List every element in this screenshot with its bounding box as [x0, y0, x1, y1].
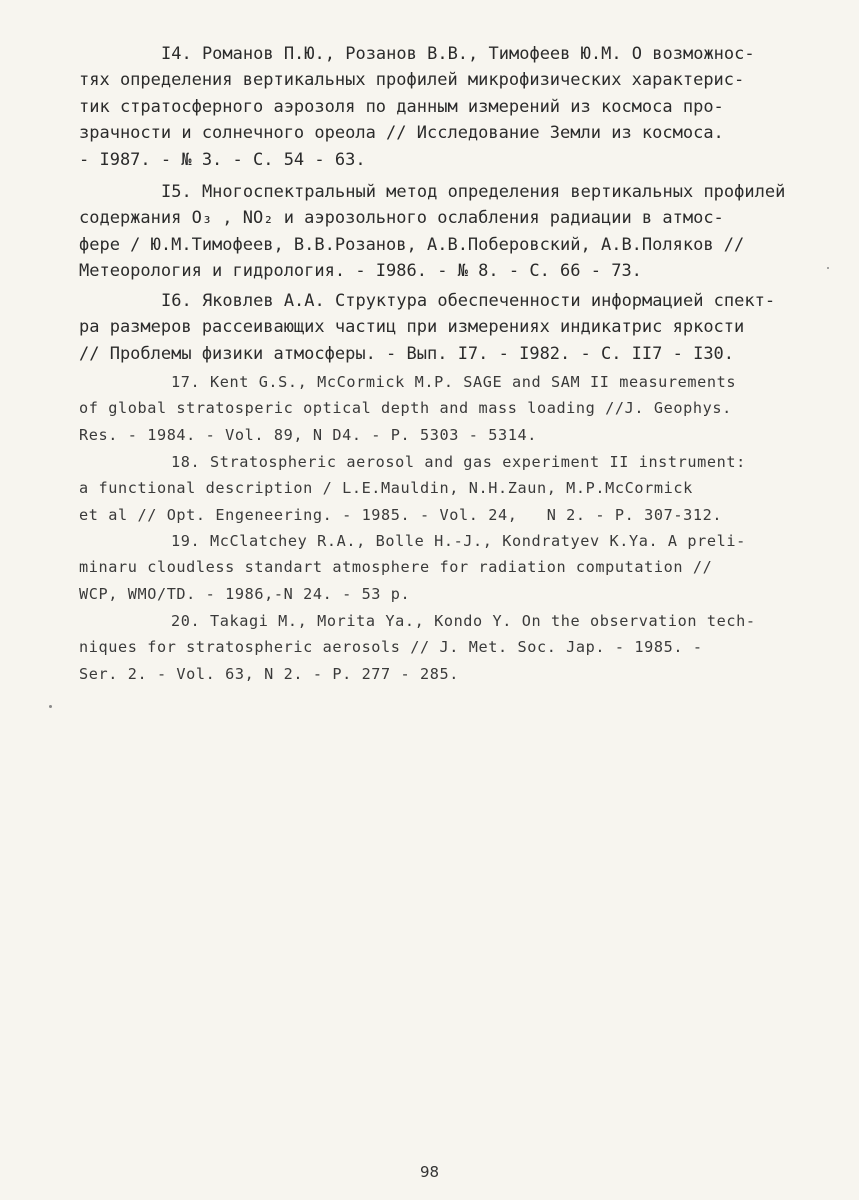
reference-line: Метеорология и гидрология. - I986. - № 8. - С. 66 - 73. — [79, 261, 642, 282]
reference-line: содержания O₃ , NO₂ и аэрозольного ослабления радиации в атмос- — [79, 208, 724, 229]
reference-19 — [79, 528, 824, 607]
reference-line: фере / Ю.М.Тимофеев, В.В.Розанов, А.В.Поберовский, А.В.Поляков // — [79, 234, 745, 255]
reference-line: Ser. 2. - Vol. 63, N 2. - P. 277 - 285. — [79, 664, 460, 683]
reference-line: // Проблемы физики атмосферы. - Вып. I7. - I982. - С. II7 - I30. — [79, 343, 735, 364]
reference-line: minaru cloudless standart atmosphere for radiation computation // — [79, 558, 713, 577]
reference-line: 19. McClatchey R.A., Bolle H.-J., Kondratyev K.Ya. A preli- — [171, 532, 746, 550]
page-number: 98 — [419, 1163, 440, 1181]
reference-line: et al // Opt. Engeneering. - 1985. - Vol. 24, N 2. - P. 307-312. — [79, 505, 723, 524]
reference-line: - I987. - № 3. - С. 54 - 63. — [79, 149, 366, 170]
reference-line: 18. Stratospheric aerosol and gas experiment II instrument: — [171, 453, 746, 471]
reference-line: I5. Многоспектральный метод определения вертикальных профилей — [161, 182, 786, 202]
scan-speck — [827, 267, 829, 269]
reference-20 — [79, 608, 824, 687]
reference-line: I6. Яковлев А.А. Структура обеспеченности информацией спект- — [161, 291, 776, 311]
reference-15 — [79, 179, 824, 285]
reference-line: 20. Takagi M., Morita Ya., Kondo Y. On the observation tech- — [171, 612, 756, 630]
reference-line: I4. Романов П.Ю., Розанов В.В., Тимофеев Ю.М. О возможнос- — [161, 44, 755, 64]
reference-line: тях определения вертикальных профилей микрофизических характерис- — [79, 70, 745, 91]
reference-line: a functional description / L.E.Mauldin, N.H.Zaun, M.P.McCormick — [79, 479, 693, 498]
scan-speck — [49, 705, 52, 708]
reference-14 — [79, 41, 824, 173]
reference-line: of global stratosperic optical depth and mass loading //J. Geophys. — [79, 399, 732, 418]
reference-line: niques for stratospheric aerosols // J. Met. Soc. Jap. - 1985. - — [79, 638, 703, 657]
reference-16 — [79, 288, 824, 367]
reference-17 — [79, 369, 824, 448]
reference-line: тик стратосферного аэрозоля по данным измерений из космоса про- — [79, 96, 724, 117]
reference-18 — [79, 449, 824, 528]
reference-line: Res. - 1984. - Vol. 89, N D4. - P. 5303 - 5314. — [79, 425, 537, 444]
reference-line: зрачности и солнечного ореола // Исследование Земли из космоса. — [79, 123, 724, 144]
reference-line: 17. Kent G.S., McCormick M.P. SAGE and SAM II measurements — [171, 373, 737, 391]
reference-line: ра размеров рассеивающих частиц при измерениях индикатрис яркости — [79, 317, 745, 338]
reference-line: WCP, WMO/TD. - 1986,-N 24. - 53 p. — [79, 584, 411, 603]
